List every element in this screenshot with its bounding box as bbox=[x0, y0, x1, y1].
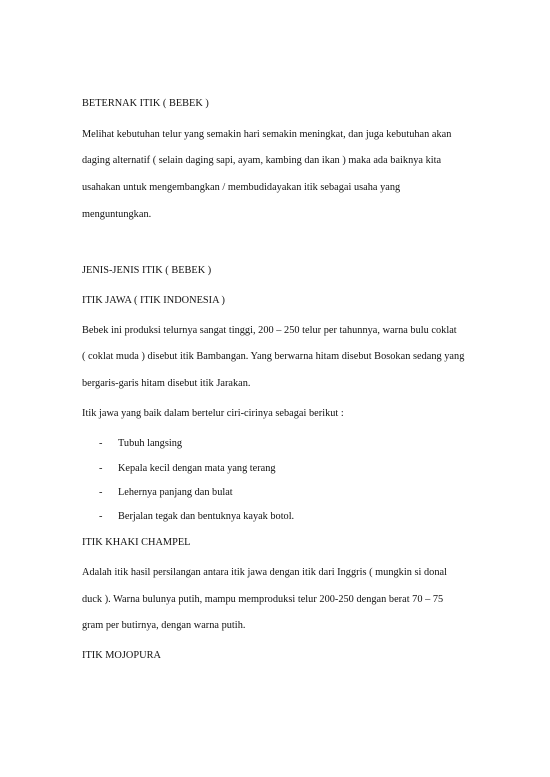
bullet-text: Berjalan tegak dan bentuknya kayak botol. bbox=[118, 511, 295, 522]
sub1-heading: ITIK JAWA ( ITIK INDONESIA ) bbox=[82, 295, 226, 306]
bullet-dash: - bbox=[99, 463, 103, 474]
sub1-line-1: Bebek ini produksi telurnya sangat tinggi, 200 – 250 telur per tahunnya, warna bulu coklat bbox=[82, 325, 457, 336]
sub1-line-2: ( coklat muda ) disebut itik Bambangan. Yang berwarna hitam disebut Bosokan sedang yang bbox=[82, 351, 465, 362]
intro-line-3: usahakan untuk mengembangkan / membudidayakan itik sebagai usaha yang bbox=[82, 182, 401, 193]
sub2-line-1: Adalah itik hasil persilangan antara itik jawa dengan itik dari Inggris ( mungkin si donal bbox=[82, 567, 447, 578]
bullet-text: Tubuh langsing bbox=[118, 438, 182, 449]
intro-line-2: daging alternatif ( selain daging sapi, ayam, kambing dan ikan ) maka ada baiknya kita bbox=[82, 155, 442, 166]
sub3-heading: ITIK MOJOPURA bbox=[82, 650, 161, 661]
intro-line-1: Melihat kebutuhan telur yang semakin hari semakin meningkat, dan juga kebutuhan akan bbox=[82, 129, 452, 140]
sub2-line-3: gram per butirnya, dengan warna putih. bbox=[82, 620, 246, 631]
section-heading: JENIS-JENIS ITIK ( BEBEK ) bbox=[82, 265, 212, 276]
intro-line-4: menguntungkan. bbox=[82, 209, 152, 220]
sub2-line-2: duck ). Warna bulunya putih, mampu memproduksi telur 200-250 dengan berat 70 – 75 bbox=[82, 594, 444, 605]
criteria-intro: Itik jawa yang baik dalam bertelur ciri-cirinya sebagai berikut : bbox=[82, 408, 344, 419]
bullet-dash: - bbox=[99, 511, 103, 522]
bullet-text: Kepala kecil dengan mata yang terang bbox=[118, 463, 276, 474]
sub1-line-3: bergaris-garis hitam disebut itik Jarakan. bbox=[82, 378, 251, 389]
bullet-dash: - bbox=[99, 438, 103, 449]
document-title: BETERNAK ITIK ( BEBEK ) bbox=[82, 98, 209, 109]
bullet-text: Lehernya panjang dan bulat bbox=[118, 487, 233, 498]
bullet-dash: - bbox=[99, 487, 103, 498]
sub2-heading: ITIK KHAKI CHAMPEL bbox=[82, 537, 191, 548]
